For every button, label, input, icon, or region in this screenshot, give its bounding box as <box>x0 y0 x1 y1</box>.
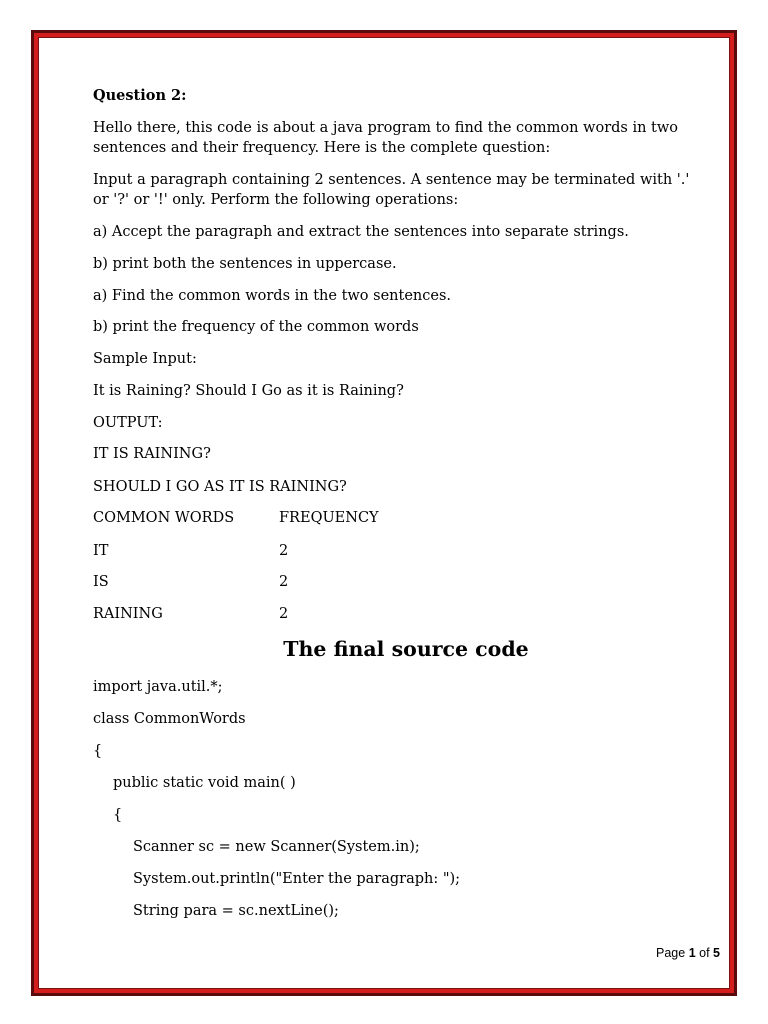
table-cell-word: RAINING <box>93 606 163 622</box>
operation-b-uppercase: b) print both the sentences in uppercase. <box>93 256 397 272</box>
question-title: Question 2: <box>93 87 187 104</box>
table-header-words: COMMON WORDS <box>93 510 235 526</box>
code-line: class CommonWords <box>93 711 246 727</box>
code-line: System.out.println("Enter the paragraph: "); <box>133 871 461 887</box>
task-line-2: or '?' or '!' only. Perform the following operations: <box>93 192 459 208</box>
task-line-1: Input a paragraph containing 2 sentences. A sentence may be terminated with '.' <box>93 172 690 188</box>
code-line: public static void main( ) <box>113 775 296 791</box>
code-line: String para = sc.nextLine(); <box>133 903 339 919</box>
operation-a-common: a) Find the common words in the two sentences. <box>93 288 452 304</box>
table-cell-frequency: 2 <box>279 574 289 590</box>
page-current: 1 <box>688 946 696 960</box>
operation-b-frequency: b) print the frequency of the common words <box>93 319 419 335</box>
table-header-frequency: FREQUENCY <box>279 510 379 526</box>
code-line: { <box>113 807 123 823</box>
sample-input-text: It is Raining? Should I Go as it is Raining? <box>93 383 404 399</box>
code-line: Scanner sc = new Scanner(System.in); <box>133 839 420 855</box>
page-number <box>656 946 720 960</box>
intro-line-1: Hello there, this code is about a java program to find the common words in two <box>93 120 679 136</box>
intro-line-2: sentences and their frequency. Here is the complete question: <box>93 140 551 156</box>
table-cell-word: IS <box>93 574 109 590</box>
code-line: { <box>93 743 103 759</box>
table-row <box>93 572 493 592</box>
table-row <box>93 541 493 561</box>
table-header-row <box>93 508 493 528</box>
table-cell-word: IT <box>93 543 109 559</box>
of-label: of <box>699 946 710 960</box>
code-heading: The final source code <box>283 637 529 661</box>
sample-input-label: Sample Input: <box>93 351 197 367</box>
table-cell-frequency: 2 <box>279 543 289 559</box>
table-cell-frequency: 2 <box>279 606 289 622</box>
output-label: OUTPUT: <box>93 415 163 431</box>
page-label: Page <box>656 946 686 960</box>
table-row <box>93 604 493 624</box>
output-line-2: SHOULD I GO AS IT IS RAINING? <box>93 479 347 495</box>
code-line: import java.util.*; <box>93 679 223 695</box>
page-total: 5 <box>713 946 720 960</box>
operation-a-extract: a) Accept the paragraph and extract the sentences into separate strings. <box>93 224 629 240</box>
output-line-1: IT IS RAINING? <box>93 446 211 462</box>
